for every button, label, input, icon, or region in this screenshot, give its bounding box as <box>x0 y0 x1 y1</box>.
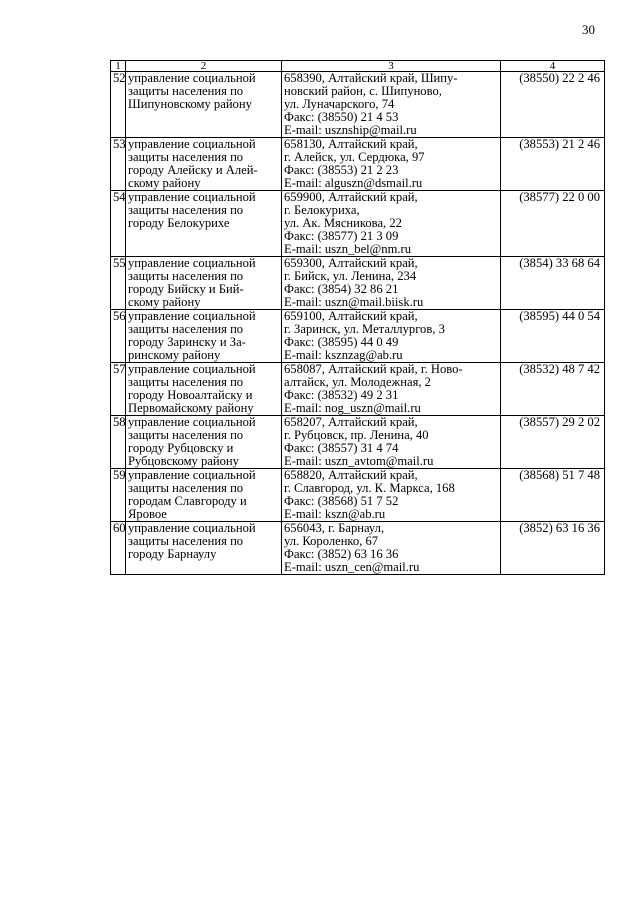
address-line: Факс: (38550) 21 4 53 <box>284 110 399 124</box>
table-row <box>111 469 605 522</box>
address-line: ул. Ак. Мясникова, 22 <box>284 216 402 230</box>
organization-name-line: городу Бийску и Бий- <box>128 282 244 296</box>
address-line: 659100, Алтайский край, <box>284 309 418 323</box>
address-line: 659900, Алтайский край, <box>284 190 418 204</box>
address-line: Факс: (3854) 32 86 21 <box>284 282 399 296</box>
address-line: ул. Луначарского, 74 <box>284 97 395 111</box>
row-number: 55 <box>111 257 126 310</box>
organization-name-line: защиты населения по <box>128 150 244 164</box>
address-line: E-mail: alguszn@dsmail.ru <box>284 176 423 190</box>
organization-name-line: управление социальной <box>128 71 256 85</box>
table-row <box>111 72 605 138</box>
address-line: г. Бийск, ул. Ленина, 234 <box>284 269 417 283</box>
organization-name <box>126 416 282 469</box>
organization-name <box>126 191 282 257</box>
organization-name-line: защиты населения по <box>128 375 244 389</box>
organization-name-line: управление социальной <box>128 415 256 429</box>
organization-name-line: управление социальной <box>128 309 256 323</box>
organization-name-line: защиты населения по <box>128 428 244 442</box>
address-contacts <box>282 363 501 416</box>
organization-name <box>126 469 282 522</box>
address-line: E-mail: uszn_avtom@mail.ru <box>284 454 434 468</box>
phone-number: (38568) 51 7 48 <box>501 469 605 522</box>
table-row <box>111 191 605 257</box>
organization-name-line: городу Рубцовску и <box>128 441 234 455</box>
organization-name-line: городу Алейску и Алей- <box>128 163 258 177</box>
address-contacts <box>282 191 501 257</box>
organization-name-line: защиты населения по <box>128 322 244 336</box>
address-line: 658820, Алтайский край, <box>284 468 418 482</box>
table-row <box>111 138 605 191</box>
organization-name-line: Первомайскому району <box>128 401 254 415</box>
address-line: E-mail: uszn_cen@mail.ru <box>284 560 420 574</box>
organization-name-line: управление социальной <box>128 521 256 535</box>
address-line: E-mail: usznship@mail.ru <box>284 123 417 137</box>
organization-name-line: городу Белокурихе <box>128 216 230 230</box>
organization-name-line: управление социальной <box>128 362 256 376</box>
phone-number: (38577) 22 0 00 <box>501 191 605 257</box>
organization-name-line: Рубцовскому району <box>128 454 239 468</box>
organization-name-line: управление социальной <box>128 190 256 204</box>
address-line: Факс: (3852) 63 16 36 <box>284 547 399 561</box>
page-number: 30 <box>582 22 595 37</box>
address-line: алтайск, ул. Молодежная, 2 <box>284 375 431 389</box>
organization-name-line: управление социальной <box>128 468 256 482</box>
row-number: 60 <box>111 522 126 575</box>
organization-name <box>126 72 282 138</box>
row-number: 52 <box>111 72 126 138</box>
address-line: E-mail: kszn@ab.ru <box>284 507 386 521</box>
organization-name <box>126 138 282 191</box>
address-line: 656043, г. Барнаул, <box>284 521 385 535</box>
organization-name <box>126 522 282 575</box>
phone-number: (38532) 48 7 42 <box>501 363 605 416</box>
organization-name-line: скому району <box>128 176 201 190</box>
phone-number: (38553) 21 2 46 <box>501 138 605 191</box>
organization-name-line: ринскому району <box>128 348 221 362</box>
row-number: 58 <box>111 416 126 469</box>
organization-name-line: скому району <box>128 295 201 309</box>
address-contacts <box>282 416 501 469</box>
organization-name <box>126 310 282 363</box>
address-line: E-mail: uszn_bel@nm.ru <box>284 242 412 256</box>
address-line: Факс: (38532) 49 2 31 <box>284 388 399 402</box>
table-row <box>111 416 605 469</box>
address-contacts <box>282 138 501 191</box>
organization-name <box>126 363 282 416</box>
address-line: 658087, Алтайский край, г. Ново- <box>284 362 463 376</box>
table-body <box>111 72 605 575</box>
row-number: 53 <box>111 138 126 191</box>
table-row <box>111 310 605 363</box>
row-number: 56 <box>111 310 126 363</box>
contacts-table <box>110 60 605 575</box>
column-header-4: 4 <box>501 61 605 72</box>
row-number: 57 <box>111 363 126 416</box>
address-line: новский район, с. Шипуново, <box>284 84 442 98</box>
address-line: 658390, Алтайский край, Шипу- <box>284 71 458 85</box>
organization-name-line: управление социальной <box>128 256 256 270</box>
row-number: 54 <box>111 191 126 257</box>
organization-name-line: городу Заринску и За- <box>128 335 246 349</box>
address-line: E-mail: ksznzag@ab.ru <box>284 348 403 362</box>
organization-name-line: защиты населения по <box>128 269 244 283</box>
organization-name-line: управление социальной <box>128 137 256 151</box>
address-contacts <box>282 310 501 363</box>
address-line: E-mail: uszn@mail.biisk.ru <box>284 295 424 309</box>
address-line: г. Заринск, ул. Металлургов, 3 <box>284 322 445 336</box>
organization-name-line: защиты населения по <box>128 534 244 548</box>
address-line: Факс: (38577) 21 3 09 <box>284 229 399 243</box>
phone-number: (3852) 63 16 36 <box>501 522 605 575</box>
phone-number: (3854) 33 68 64 <box>501 257 605 310</box>
address-contacts <box>282 72 501 138</box>
address-line: Факс: (38557) 31 4 74 <box>284 441 399 455</box>
address-line: г. Славгород, ул. К. Маркса, 168 <box>284 481 455 495</box>
address-line: Факс: (38568) 51 7 52 <box>284 494 399 508</box>
address-line: 659300, Алтайский край, <box>284 256 418 270</box>
organization-name-line: защиты населения по <box>128 203 244 217</box>
organization-name <box>126 257 282 310</box>
address-line: 658130, Алтайский край, <box>284 137 418 151</box>
phone-number: (38550) 22 2 46 <box>501 72 605 138</box>
organization-name-line: Шипуновскому району <box>128 97 252 111</box>
address-line: ул. Короленко, 67 <box>284 534 379 548</box>
phone-number: (38557) 29 2 02 <box>501 416 605 469</box>
table-row <box>111 363 605 416</box>
organization-name-line: Яровое <box>128 507 167 521</box>
organization-name-line: городам Славгороду и <box>128 494 247 508</box>
column-header-3: 3 <box>282 61 501 72</box>
column-header-2: 2 <box>126 61 282 72</box>
address-line: 658207, Алтайский край, <box>284 415 418 429</box>
organization-name-line: городу Новоалтайску и <box>128 388 253 402</box>
organization-name-line: защиты населения по <box>128 84 244 98</box>
phone-number: (38595) 44 0 54 <box>501 310 605 363</box>
table-header-row <box>111 61 605 72</box>
table-row <box>111 522 605 575</box>
address-contacts <box>282 469 501 522</box>
table-row <box>111 257 605 310</box>
address-line: Факс: (38595) 44 0 49 <box>284 335 399 349</box>
address-line: E-mail: nog_uszn@mail.ru <box>284 401 421 415</box>
column-header-1: 1 <box>111 61 126 72</box>
address-line: г. Белокуриха, <box>284 203 360 217</box>
address-contacts <box>282 522 501 575</box>
organization-name-line: городу Барнаулу <box>128 547 217 561</box>
address-line: г. Рубцовск, пр. Ленина, 40 <box>284 428 429 442</box>
address-line: Факс: (38553) 21 2 23 <box>284 163 399 177</box>
row-number: 59 <box>111 469 126 522</box>
address-contacts <box>282 257 501 310</box>
address-line: г. Алейск, ул. Сердюка, 97 <box>284 150 425 164</box>
organization-name-line: защиты населения по <box>128 481 244 495</box>
